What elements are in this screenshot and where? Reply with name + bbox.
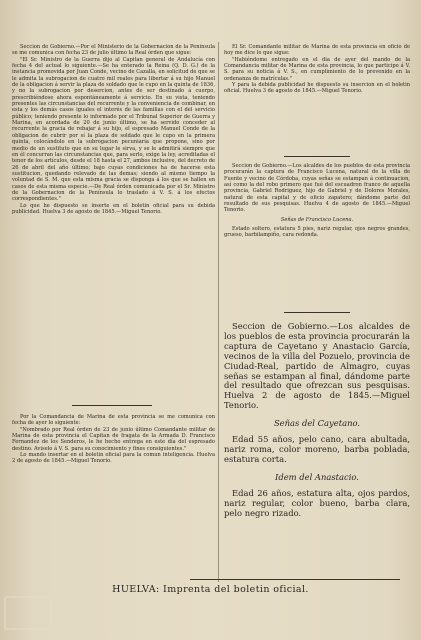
anastacio-description: Edad 26 años, estatura alta, ojos pardos, nariz regular, color bueno, barba clara, pelo negro rizado. xyxy=(224,487,410,518)
section-rule xyxy=(284,156,350,157)
notice-garcia xyxy=(224,322,410,518)
printer-footer: HUELVA: Imprenta del boletin oficial. xyxy=(112,584,309,595)
notice-comandante xyxy=(224,44,410,95)
notice-garcia-body: Seccion de Gobierno.—Los alcaldes de los pueblos de esta provincia procurarán la captura de Cayetano y Anastacio García, vecinos de la villa del Pozuelo, provincia de Ciudad-Real, partido de Almagro, cuyas señas se estampan al final, dándome parte del resultado que ofrezcan sus pesquisas. Huelva 2 de agosto de 1845.—Miguel Tenorio. xyxy=(224,321,410,411)
cayetano-description: Edad 55 años, pelo cano, cara abultada, nariz roma, color moreno, barba poblada, estatura corta. xyxy=(224,434,410,464)
notice-guerra-body: "El Sr. Ministro de la Guerra dijo al Capitan general de Andalucía con fecha 4 del actual lo siguiente.—Se ha enterado la Reina (Q. D. G.) de la instancia promovida por Juan Conde, vecino de Cazalla, en solicitud de que se le admita la subrogacion de cuatro mil reales para libertar á su hijo Manuel de la obligacion á servir la plaza de soldado que le cupo en la quinta de 1836, y no la subrogacion por desercion, antes de ser destinado á cuerpo, prescribiéndose ahora espontáneamente á servicio. En su vista, teniendo presentes las circunstancias del recurrente y la conveniencia de combinar, en esta y los demás casos iguales el interés de las familias con el del servicio público; teniendo presente lo informado por el Tribunal Superior de Guerra y Marina, en acordada de 20 de junio último, se ha servido conceder al recurrente la gracia de rebajar á su hijo, el espresado Manuel Conde de la obligacion de cubrir por sí la plaza de soldado que le cupo en la primera quinta, colocándolo en la subrogacion pecuniaria que propone, sino por medio de un sustituto que en su lugar le sirva, y se le admitirá siempre que en él concurran las circunstancias que, para serlo, exige la ley, acreditadas el tenor de los artículos, desde el 18 hasta el 27, ambos inclusive, del decreto de 26 de abril del año último; bajo cuyas condiciones ha de hacerse esta sustitucion, quedando relevado de las demas; siendo al mismo tiempo la voluntad de S. M. que esta misma gracia se disponga á los que se hallen en casos de esta misma especie.—De Real órden comunicada por el Sr. Ministro de la Gobernacion de la Península lo traslado á V. S. á los efectos correspondientes." xyxy=(12,56,215,203)
notice-marina-body: "Nombrado por Real órden de 23 de junio último Comandante militar de Marina de esta provincia el Capitan de fragata de la Armada D. Francisco Fernandez de los Senderos, le he hecho entrega en este día del espresado destino. Aviselo á V. S. para su conocimiento y fines consiguientes." xyxy=(12,426,215,452)
notice-marina xyxy=(12,414,215,465)
notice-marina-closing: Lo mando insertar en el boletin oficial para la comun inteligencia. Huelva 2 de agosto de 1845.—Miguel Tenorio. xyxy=(12,452,215,465)
archive-logo-mark xyxy=(4,596,52,630)
notice-comandante-body: "Habiéndome entregado en el dia de ayer del mando de la Comandancia militar de Marina de esta provincia, lo que participo á V. S. para su noticia á V. S., en cumplimiento de lo prevenido en la ordenanza de matrículas." xyxy=(224,56,410,82)
cayetano-heading: Señas del Cayetano. xyxy=(273,418,361,429)
column-divider xyxy=(218,42,219,582)
notice-lucena xyxy=(224,163,410,239)
notice-guerra-closing: Lo que he dispuesto se inserte en el boletin oficial para su debida publicidad. Huelva 3 de agosto de 1845.—Miguel Tenorio. xyxy=(12,202,215,215)
notice-lucena-body: Seccion de Gobierno.—Los alcaldes de los pueblos de esta provincia procurarán la captura de Francisco Lucena, natural de la villa de Fuente y vecino de Córdoba, cuyas señas se estampan á continuacion, así como la del robo primero que fué del escuadron franco de aquella provincia, Gabriel Rodriguez, hijo de Gabriel y de Dolores Morales, natural de esta capital y de oficio zapatero; dándome parte del resultado de sus pesquisas. Huelva 4 de agosto de 1845.—Miguel Tenorio. xyxy=(224,163,410,214)
lucena-heading: Señas de Francisco Lucena. xyxy=(280,216,354,223)
notice-marina-intro: Por la Comandancia de Marina de esta provincia se me comunica con fecha de ayer lo siguiente: xyxy=(12,414,215,427)
lucena-description: Estado soltero, estatura 5 pies, nariz regular, ojos negros grandes, grueso, barbilampiño, cara redonda. xyxy=(224,226,410,239)
section-rule xyxy=(72,405,152,406)
section-rule xyxy=(284,312,350,313)
footer-rule xyxy=(190,579,400,580)
notice-comandante-intro: El Sr. Comandante militar de Marina de esta provincia en oficio de hoy me dice lo que sigue: xyxy=(224,44,410,57)
notice-guerra xyxy=(12,44,215,215)
notice-guerra-intro: Seccion de Gobierno.—Por el Ministerio de la Gobernacion de la Peninsula se me comunica con fecha 23 de julio último la Real órden que sigue: xyxy=(12,44,215,57)
anastacio-heading: Idem del Anastacio. xyxy=(275,471,359,482)
notice-comandante-closing: Y para la debida publicidad he dispuesto su insercion en el boletin oficial. Huelva 3 de agosto de 1845.—Miguel Tenorio. xyxy=(224,82,410,95)
